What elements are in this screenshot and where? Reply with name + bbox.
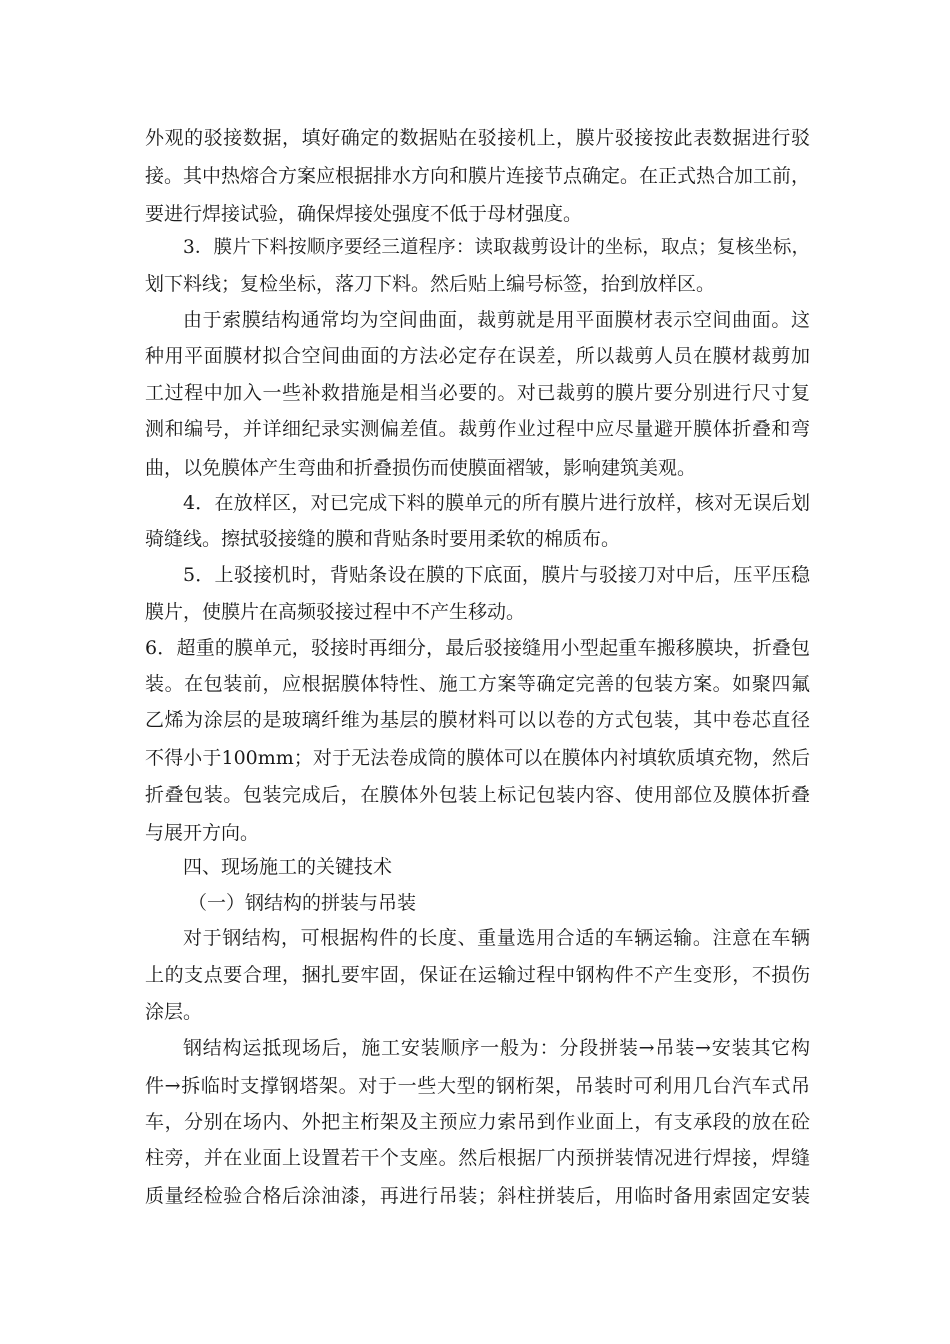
text-line: 曲，以免膜体产生弯曲和折叠损伤而使膜面褶皱，影响建筑美观。 <box>145 457 697 479</box>
text-line: 要进行焊接试验，确保焊接处强度不低于母材强度。 <box>145 203 583 225</box>
text-line: 种用平面膜材拟合空间曲面的方法必定存在误差，所以裁剪人员在膜材裁剪加 <box>145 345 810 367</box>
text-line: 柱旁，并在业面上设置若干个支座。然后根据厂内预拼装情况进行焊接，焊缝 <box>145 1147 810 1169</box>
text-line: 乙烯为涂层的是玻璃纤维为基层的膜材料可以以卷的方式包装，其中卷芯直径 <box>145 709 810 731</box>
text-line: 外观的驳接数据，填好确定的数据贴在驳接机上，膜片驳接按此表数据进行驳 <box>145 127 810 149</box>
text-line: 4．在放样区，对已完成下料的膜单元的所有膜片进行放样，核对无误后划 <box>183 492 810 514</box>
text-line: 车，分别在场内、外把主桁架及主预应力索吊到作业面上，有支承段的放在砼 <box>145 1111 810 1133</box>
text-line: 接。其中热熔合方案应根据排水方向和膜片连接节点确定。在正式热合加工前， <box>145 165 811 187</box>
text-line: 对于钢结构，可根据构件的长度、重量选用合适的车辆运输。注意在车辆 <box>183 927 810 949</box>
text-line: 涂层。 <box>145 1001 203 1023</box>
text-line: 不得小于100mm；对于无法卷成筒的膜体可以在膜体内衬填软质填充物，然后 <box>145 747 810 769</box>
text-line: 由于索膜结构通常均为空间曲面，裁剪就是用平面膜材表示空间曲面。这 <box>183 309 810 331</box>
text-line: 工过程中加入一些补救措施是相当必要的。对已裁剪的膜片要分别进行尺寸复 <box>145 382 810 404</box>
text-line: 钢结构运抵现场后，施工安装顺序一般为：分段拼装→吊装→安装其它构 <box>183 1037 810 1059</box>
text-line: 5．上驳接机时，背贴条设在膜的下底面，膜片与驳接刀对中后，压平压稳 <box>183 564 810 586</box>
text-line: 骑缝线。擦拭驳接缝的膜和背贴条时要用柔软的棉质布。 <box>145 528 621 550</box>
text-line: 折叠包装。包装完成后，在膜体外包装上标记包装内容、使用部位及膜体折叠 <box>145 784 810 806</box>
text-line: 质量经检验合格后涂油漆，再进行吊装；斜柱拼装后，用临时备用索固定安装 <box>145 1185 810 1207</box>
subsection-heading: （一）钢结构的拼装与吊装 <box>188 892 417 914</box>
text-line: 件→拆临时支撑钢塔架。对于一些大型的钢桁架，吊装时可利用几台汽车式吊 <box>145 1075 810 1097</box>
text-line: 划下料线；复检坐标，落刀下料。然后贴上编号标签，抬到放样区。 <box>145 273 716 295</box>
text-line: 上的支点要合理，捆扎要牢固，保证在运输过程中钢构件不产生变形，不损伤 <box>145 964 810 986</box>
text-line: 与展开方向。 <box>145 822 260 844</box>
text-line: 装。在包装前，应根据膜体特性、施工方案等确定完善的包装方案。如聚四氟 <box>145 673 810 695</box>
section-heading: 四、现场施工的关键技术 <box>183 856 393 878</box>
text-line: 3．膜片下料按顺序要经三道程序：读取裁剪设计的坐标，取点；复核坐标， <box>183 237 810 258</box>
text-line: 6．超重的膜单元，驳接时再细分，最后驳接缝用小型起重车搬移膜块，折叠包 <box>145 637 810 659</box>
text-line: 测和编号，并详细纪录实测偏差值。裁剪作业过程中应尽量避开膜体折叠和弯 <box>145 418 810 440</box>
text-line: 膜片，使膜片在高频驳接过程中不产生移动。 <box>145 601 526 623</box>
